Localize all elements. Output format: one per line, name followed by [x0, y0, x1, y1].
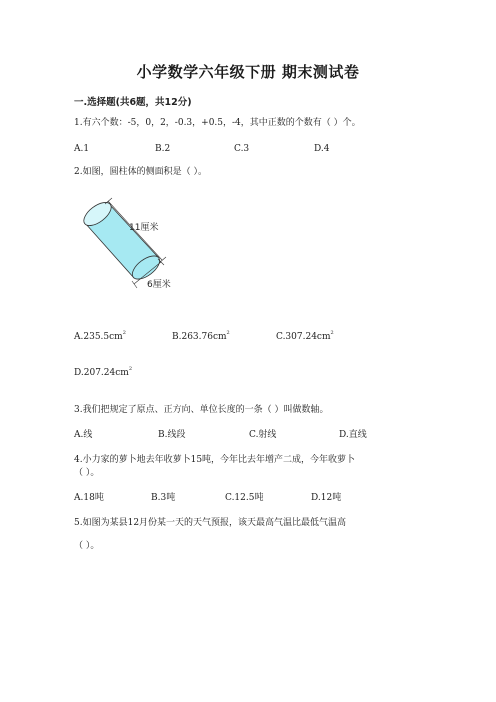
q2-option-b: $B.263.76cm^2$ — [172, 330, 230, 342]
question-2-text: 2.如图，圆柱体的侧面积是（ ）。 — [74, 167, 207, 177]
q3-option-b: B.线段 — [158, 430, 186, 440]
question-4-text-line-2: （ ）。 — [74, 468, 100, 478]
q1-option-d: D.4 — [314, 144, 330, 154]
question-5-text-line-1: 5.如图为某县12月份某一天的天气预报，该天最高气温比最低气温高 — [74, 518, 347, 528]
q2-option-d: $D.207.24cm^2$ — [74, 366, 133, 378]
q2-option-c: $C.307.24cm^2$ — [276, 330, 334, 342]
question-3-text: 3.我们把规定了原点、正方向、单位长度的一条（ ）叫做数轴。 — [74, 405, 329, 415]
length-label: 11厘米 — [129, 223, 159, 233]
q1-option-a: A.1 — [74, 144, 90, 154]
q4-option-c: C.12.5吨 — [225, 493, 264, 503]
q4-option-a: A.18吨 — [74, 493, 104, 503]
q3-option-d: D.直线 — [339, 430, 367, 440]
diameter-label: 6厘米 — [147, 280, 171, 290]
q4-option-d: D.12吨 — [311, 493, 342, 503]
q1-option-b: B.2 — [155, 144, 171, 154]
q2-option-a: $A.235.5cm^2$ — [74, 330, 126, 342]
question-1-text: 1.有六个数：-5，0，2，-0.3，+0.5，-4，其中正数的个数有（ ）个。 — [74, 118, 361, 128]
section-header: 一.选择题(共6题，共12分) — [74, 97, 192, 108]
q4-option-b: B.3吨 — [151, 493, 176, 503]
q3-option-c: C.射线 — [249, 430, 277, 440]
question-5-text-line-2: （ ）。 — [74, 541, 100, 551]
q1-option-c: C.3 — [234, 144, 250, 154]
q3-option-a: A.线 — [74, 430, 93, 440]
cylinder-figure — [72, 196, 202, 306]
page-title: 小学数学六年级下册 期末测试卷 — [136, 63, 360, 81]
question-4-text-line-1: 4.小力家的萝卜地去年收萝卜15吨，今年比去年增产二成，今年收萝卜 — [74, 455, 356, 465]
